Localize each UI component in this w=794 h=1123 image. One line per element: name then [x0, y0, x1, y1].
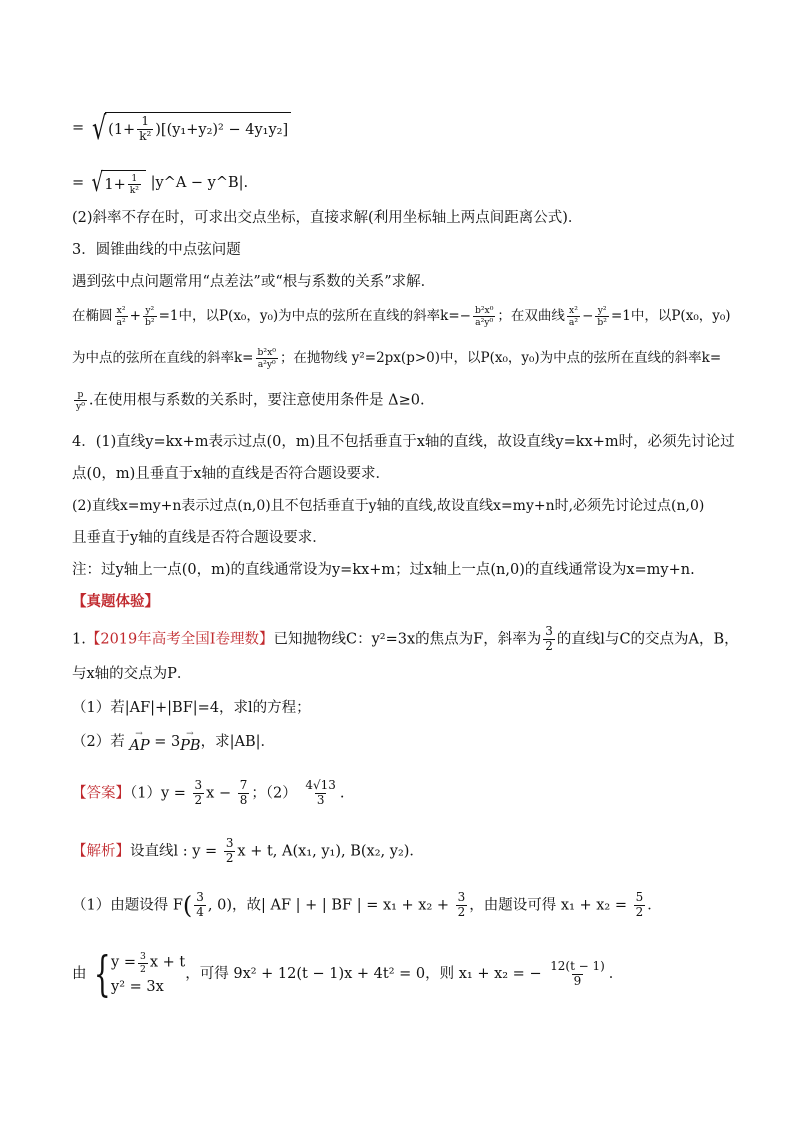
text-line-13: 注：过y轴上一点(0，m)的直线通常设为y=kx+m；过x轴上一点(n,0)的直线通常设为x=my+n. [72, 562, 695, 578]
numerator: 12(t − 1) [550, 958, 605, 973]
term: 1+ [113, 121, 136, 138]
vector-label: PB [180, 738, 201, 754]
numerator: 1 [131, 172, 138, 184]
period: . [243, 175, 249, 191]
equation-system [111, 952, 185, 995]
text: 设直线l : y = [130, 843, 218, 860]
numerator: 3 [545, 624, 553, 638]
text: x − [206, 785, 232, 802]
vector-arrow-icon: → [135, 729, 144, 739]
text: x + t, A(x₁, y₁), B(x₂, y₂)． [237, 843, 424, 860]
numerator: b²x⁰ [257, 347, 276, 358]
operator: + [129, 308, 141, 325]
fraction [256, 348, 278, 369]
text-line-9: 4．(1)直线y=kx+m表示过点(0，m)且不包括垂直于x轴的直线，故设直线y=kx+m时，必须先讨论过 [72, 434, 735, 450]
text: ；在抛物线 y²=2px(p>0)中，以P(x₀，y₀)为中点的弦所在直线的斜率k= [279, 350, 722, 367]
text: 由 [72, 966, 87, 982]
vector-label: AP [129, 738, 150, 754]
numerator: y² [145, 305, 155, 316]
radical-sign: √ [91, 109, 107, 147]
fraction [128, 174, 141, 195]
text-line-5: 遇到弦中点问题常用“点差法”或“根与系数的关系”求解． [72, 274, 436, 290]
problem-source: 【2019年高考全国Ⅰ卷理数】 [85, 631, 274, 648]
period: ． [608, 966, 624, 982]
term: [(y₁+y₂)² − 4y₁y₂] [160, 121, 289, 138]
term: |y^A − y^B| [150, 175, 244, 191]
text-line-10: 点(0，m)且垂直于x轴的直线是否符合题设要求． [72, 466, 390, 482]
section-heading-real-exam: 【真题体验】 [72, 593, 159, 610]
system-equation-1 [111, 952, 185, 973]
left-paren: ( [182, 891, 193, 920]
numerator: y² [597, 305, 607, 316]
numerator: 7 [239, 778, 248, 792]
problem-line-1 [72, 626, 739, 653]
answer-line [72, 780, 344, 807]
equals-sign: = [72, 120, 85, 136]
numerator: 3 [196, 890, 204, 904]
formula-line-1 [72, 109, 291, 147]
vector-ap [129, 730, 149, 754]
analysis-tag: 【解析】 [72, 843, 130, 860]
fraction [115, 306, 128, 327]
denominator: k² [129, 185, 139, 196]
text: y = [111, 955, 136, 972]
left-brace: { [93, 946, 111, 1002]
numerator: 1 [141, 114, 150, 129]
analysis-system-line [72, 946, 624, 1002]
problem-part-1: （1）若|AF|+|BF|=4，求l的方程； [72, 700, 311, 716]
denominator: k² [139, 129, 152, 143]
fraction [456, 892, 468, 919]
period: ． [647, 897, 662, 914]
denominator: 4 [196, 904, 204, 919]
text-line-12: 且垂直于y轴的直线是否符合题设要求． [72, 530, 327, 546]
denominator: 2 [635, 904, 644, 919]
problem-part-2 [72, 730, 275, 754]
denominator: 2 [545, 638, 553, 653]
numerator: x² [116, 305, 126, 316]
text-line-7 [72, 348, 721, 369]
text-line-3: (2)斜率不存在时，可求出交点坐标，直接求解(利用坐标轴上两点间距离公式)． [72, 210, 583, 226]
fraction [143, 306, 157, 327]
text: ，求|AB|． [200, 733, 275, 750]
text: 为中点的弦所在直线的斜率k= [72, 350, 254, 367]
formula-line-2 [72, 170, 248, 196]
denominator: 2 [457, 904, 466, 919]
fraction [473, 306, 495, 327]
text: = 3 [154, 733, 181, 750]
sqrt-body [101, 170, 146, 196]
denominator: a² [116, 317, 126, 329]
fraction [548, 958, 607, 988]
vector-arrow-icon: → [186, 729, 195, 739]
text: （1）由题设得 F [72, 897, 183, 914]
text-line-6 [72, 306, 731, 327]
text: ；在双曲线 [497, 308, 565, 325]
fraction [138, 952, 148, 973]
denominator: 9 [573, 973, 582, 988]
denominator: 8 [239, 792, 248, 807]
fraction [193, 780, 205, 807]
text-line-11: (2)直线x=my+n表示过点(n,0)且不包括垂直于y轴的直线,故设直线x=my+n时,必须先讨论过点(n,0) [72, 498, 705, 514]
denominator: 2 [140, 963, 146, 975]
denominator: 2 [225, 850, 234, 865]
text: ，由题设可得 x₁ + x₂ = [469, 897, 627, 914]
analysis-line [72, 838, 424, 865]
denominator: y⁰ [76, 401, 85, 413]
text: 已知抛物线C：y²=3x的焦点为F，斜率为 [273, 631, 542, 648]
fraction [595, 306, 609, 327]
fraction [238, 780, 250, 807]
text: （2）若 [72, 733, 125, 750]
denominator: a²y⁰ [257, 359, 276, 371]
denominator: a² [568, 317, 579, 329]
vector-pb [180, 730, 200, 754]
text: 在椭圆 [72, 308, 113, 325]
numerator: x² [569, 305, 578, 316]
analysis-part-1 [72, 892, 662, 919]
equals-sign: = [72, 175, 85, 191]
numerator: 3 [457, 890, 466, 904]
text: x + t [149, 955, 186, 972]
answer-tag: 【答案】 [72, 785, 130, 802]
operator: − [582, 308, 594, 325]
period: . [339, 785, 345, 802]
text: =1中，以P(x₀，y₀) [610, 308, 731, 325]
text: , 0)，故| AF | + | BF | = x₁ + x₂ + [207, 897, 450, 914]
text: =1中，以P(x₀，y₀)为中点的弦所在直线的斜率k=− [158, 308, 471, 325]
fraction [194, 892, 206, 919]
section-heading-3: 3．圆锥曲线的中点弦问题 [72, 242, 241, 258]
denominator: b² [144, 317, 155, 329]
sqrt-body: ( 1+ $\frac{1}{\text{k²}}$ ) [(y₁+y₂)² − 4y₁y₂] [105, 112, 291, 144]
numerator: 3 [225, 836, 234, 850]
denominator: 3 [316, 792, 325, 807]
denominator: 2 [194, 792, 203, 807]
text: .在使用根与系数的关系时，要注意使用条件是 Δ≥0. [88, 392, 425, 409]
fraction [224, 838, 236, 865]
system-equation-2: y² = 3x [111, 978, 164, 995]
text-line-8 [72, 390, 425, 411]
problem-number: 1. [72, 631, 86, 648]
fraction [634, 892, 646, 919]
text: ；（2） [251, 785, 297, 802]
numerator: 3 [194, 778, 203, 792]
sqrt-expression [89, 109, 291, 147]
term: 1+ [104, 176, 126, 193]
fraction [543, 626, 555, 653]
numerator: 5 [635, 890, 644, 904]
text: （1）y = [130, 785, 186, 802]
sqrt-expression [89, 170, 146, 196]
text: 的直线l与C的交点为A，B， [556, 631, 739, 648]
denominator: a²y⁰ [475, 317, 494, 329]
fraction [137, 116, 153, 143]
fraction [567, 306, 580, 327]
numerator: b²x⁰ [474, 305, 494, 316]
denominator: b² [597, 317, 607, 329]
numerator: p [77, 389, 84, 400]
fraction [74, 390, 87, 411]
fraction [303, 780, 337, 807]
radical-sign: √ [91, 168, 103, 198]
numerator: 3 [140, 951, 146, 963]
problem-line-2: 与x轴的交点为P． [72, 666, 192, 682]
numerator: 4√13 [305, 778, 336, 792]
text: ，可得 9x² + 12(t − 1)x + 4t² = 0，则 x₁ + x₂ = − [185, 966, 542, 982]
